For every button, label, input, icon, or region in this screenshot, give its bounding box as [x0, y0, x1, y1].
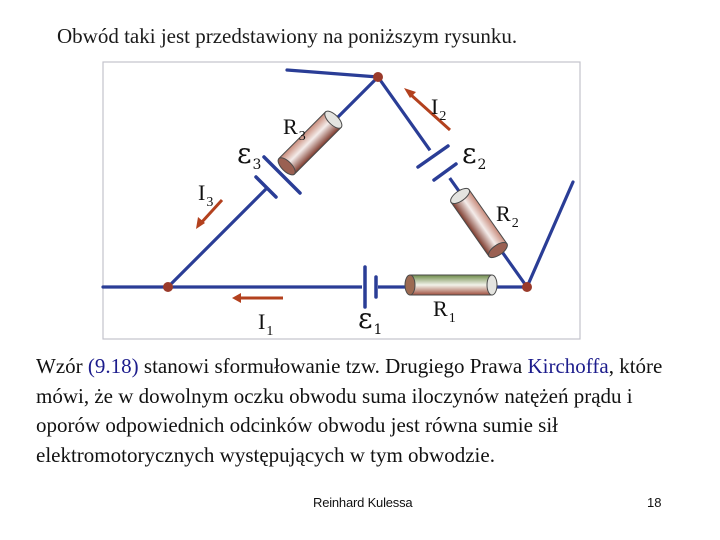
- node-bottom-left: [163, 282, 173, 292]
- wire-right-diagonal: [378, 77, 527, 287]
- label-e3: $\varepsilon_3$: [237, 137, 262, 173]
- wire-top-lead: [287, 70, 378, 77]
- para-part-5: , które mówi, że w dowolnym oczku obwodu suma iloczynów natężeń prądu i oporów odpowiednich odcinków obwodu jest równa sumie sił elektromotorycznych występujących w tym obwodzie.: [36, 354, 663, 467]
- resistor-r1: [405, 275, 497, 295]
- node-top: [373, 72, 383, 82]
- battery-e1: [362, 267, 378, 307]
- label-e1: $\varepsilon_1$: [358, 302, 383, 338]
- wire-right-lead: [527, 182, 573, 287]
- label-e2: $\varepsilon_2$: [462, 137, 487, 173]
- kirchhoff-paragraph: [36, 352, 686, 470]
- arrow-i1: [232, 293, 283, 303]
- wire-group: [103, 70, 573, 287]
- para-part-1: Wzór: [36, 354, 88, 378]
- equation-reference: (9.18): [87, 354, 139, 378]
- author-footer: Reinhard Kulessa: [313, 495, 413, 510]
- label-i1: $I_1$: [258, 309, 274, 339]
- page-number: 18: [647, 495, 662, 510]
- label-r3: $R_3$: [283, 114, 306, 144]
- intro-text: Obwód taki jest przedstawiony na poniższym rysunku.: [57, 24, 518, 48]
- label-i3: $I_3$: [198, 180, 214, 210]
- label-r2: $R_2$: [496, 201, 519, 231]
- para-part-3: stanowi sformułowanie tzw. Drugiego Prawa: [138, 354, 528, 378]
- node-bottom-right: [522, 282, 532, 292]
- node-group: [163, 72, 532, 292]
- label-i2: $I_2$: [431, 94, 447, 124]
- battery-e2: [418, 142, 461, 181]
- label-r1: $R_1$: [433, 296, 456, 326]
- kirchhoff-name: Kirchoffa: [527, 354, 609, 378]
